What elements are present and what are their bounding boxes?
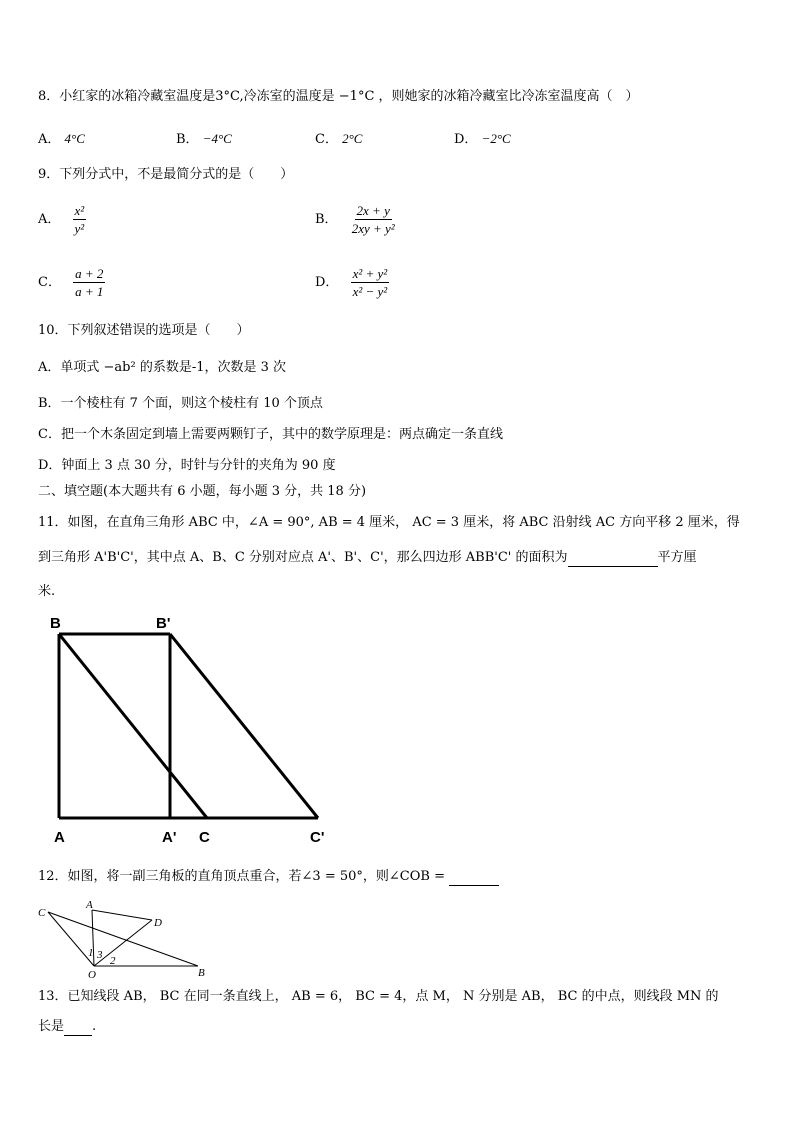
q10-option-a: A．单项式 −ab² 的系数是-1，次数是 3 次 bbox=[38, 360, 287, 375]
numerator: 2x + y bbox=[356, 203, 390, 218]
label-c-prime: C' bbox=[310, 829, 325, 846]
q10-option-d: D．钟面上 3 点 30 分，时针与分针的夹角为 90 度 bbox=[38, 458, 336, 473]
angle-label-3: 3 bbox=[97, 949, 103, 961]
denominator: y² bbox=[74, 221, 85, 236]
q11-stem-line2 bbox=[38, 549, 697, 567]
q8-option-c bbox=[315, 130, 362, 149]
option-value: 2°C bbox=[342, 131, 363, 146]
q13-stem-line1: 13．已知线段 AB， BC 在同一条直线上， AB = 6， BC = 4，点 M， N 分别是 AB， BC 的中点，则线段 MN 的 bbox=[38, 989, 719, 1004]
denominator: a + 1 bbox=[75, 284, 104, 299]
option-label: B． bbox=[315, 212, 338, 227]
segment-od bbox=[94, 920, 152, 966]
label-b: B bbox=[198, 967, 205, 979]
q8-stem: 8．小红家的冰箱冷藏室温度是3°C,冷冻室的温度是 −1°C ，则她家的冰箱冷藏室比冷冻室温度高（ ） bbox=[38, 89, 639, 104]
numerator: x² bbox=[74, 203, 85, 218]
fraction bbox=[350, 202, 397, 237]
label-d: D bbox=[154, 917, 162, 929]
option-value: −2°C bbox=[481, 131, 511, 146]
angle-label-1: 1 bbox=[88, 947, 94, 959]
label-c: C bbox=[38, 907, 46, 919]
angle-label-2: 2 bbox=[110, 955, 116, 967]
label-b: B bbox=[50, 615, 61, 632]
label-b-prime: B' bbox=[156, 615, 171, 632]
q12-text: 12．如图，将一副三角板的直角顶点重合，若∠3 = 50°，则∠COB = bbox=[38, 869, 445, 884]
numerator: a + 2 bbox=[75, 266, 104, 281]
q13-text: 长是 bbox=[38, 1019, 65, 1034]
label-a-prime: A' bbox=[162, 829, 177, 846]
q9-option-d bbox=[315, 265, 389, 300]
fraction bbox=[73, 265, 105, 300]
segment-bc bbox=[59, 634, 207, 818]
denominator: 2xy + y² bbox=[351, 221, 395, 236]
label-a: A bbox=[86, 899, 93, 911]
segment-b1c1 bbox=[170, 634, 318, 818]
q9-option-a bbox=[38, 202, 86, 237]
option-label: C． bbox=[315, 132, 338, 147]
q8-option-b bbox=[176, 130, 232, 149]
label-o: O bbox=[88, 969, 96, 980]
q10-option-b: B．一个棱柱有 7 个面，则这个棱柱有 10 个顶点 bbox=[38, 396, 323, 411]
q11-figure bbox=[40, 610, 340, 852]
q9-option-c bbox=[38, 265, 105, 300]
option-label: A． bbox=[38, 132, 61, 147]
q11-text: 到三角形 A'B'C'，其中点 A、B、C 分别对应点 A'、B'、C'，那么四边形 ABB'C' 的面积为 bbox=[38, 550, 568, 565]
answer-blank[interactable] bbox=[568, 566, 658, 567]
option-label: D． bbox=[454, 132, 478, 147]
fraction bbox=[351, 265, 390, 300]
q10-option-c: C．把一个木条固定到墙上需要两颗钉子，其中的数学原理是：两点确定一条直线 bbox=[38, 427, 503, 442]
option-value: 4°C bbox=[64, 131, 85, 146]
q12-stem bbox=[38, 868, 499, 886]
q9-option-b bbox=[315, 202, 397, 237]
q11-stem-line1: 11．如图，在直角三角形 ABC 中，∠A = 90°, AB = 4 厘米， AC = 3 厘米，将 ABC 沿射线 AC 方向平移 2 厘米，得 bbox=[38, 515, 740, 530]
section-heading: 二、填空题(本大题共有 6 小题，每小题 3 分，共 18 分) bbox=[38, 484, 367, 499]
q8-option-d bbox=[454, 130, 511, 149]
q13-stem-line2 bbox=[38, 1018, 96, 1036]
label-a: A bbox=[54, 829, 65, 846]
answer-blank[interactable] bbox=[449, 885, 499, 886]
q10-stem: 10．下列叙述错误的选项是（ ） bbox=[38, 323, 250, 338]
q11-text-tail: 平方厘 bbox=[657, 550, 697, 565]
q9-stem: 9．下列分式中，不是最简分式的是（ ） bbox=[38, 167, 294, 182]
option-value: −4°C bbox=[202, 131, 232, 146]
q11-stem-line3: 米. bbox=[38, 584, 56, 599]
answer-blank[interactable] bbox=[64, 1035, 92, 1036]
option-label: D． bbox=[315, 275, 339, 290]
period: . bbox=[92, 1019, 97, 1034]
option-label: C． bbox=[38, 275, 61, 290]
fraction bbox=[73, 202, 87, 237]
segment-ad bbox=[92, 910, 152, 920]
q8-option-a bbox=[38, 130, 85, 149]
q12-figure bbox=[36, 898, 216, 980]
label-c: C bbox=[199, 829, 210, 846]
option-label: B． bbox=[176, 132, 199, 147]
option-label: A． bbox=[38, 212, 61, 227]
numerator: x² + y² bbox=[352, 266, 388, 281]
denominator: x² − y² bbox=[352, 284, 388, 299]
